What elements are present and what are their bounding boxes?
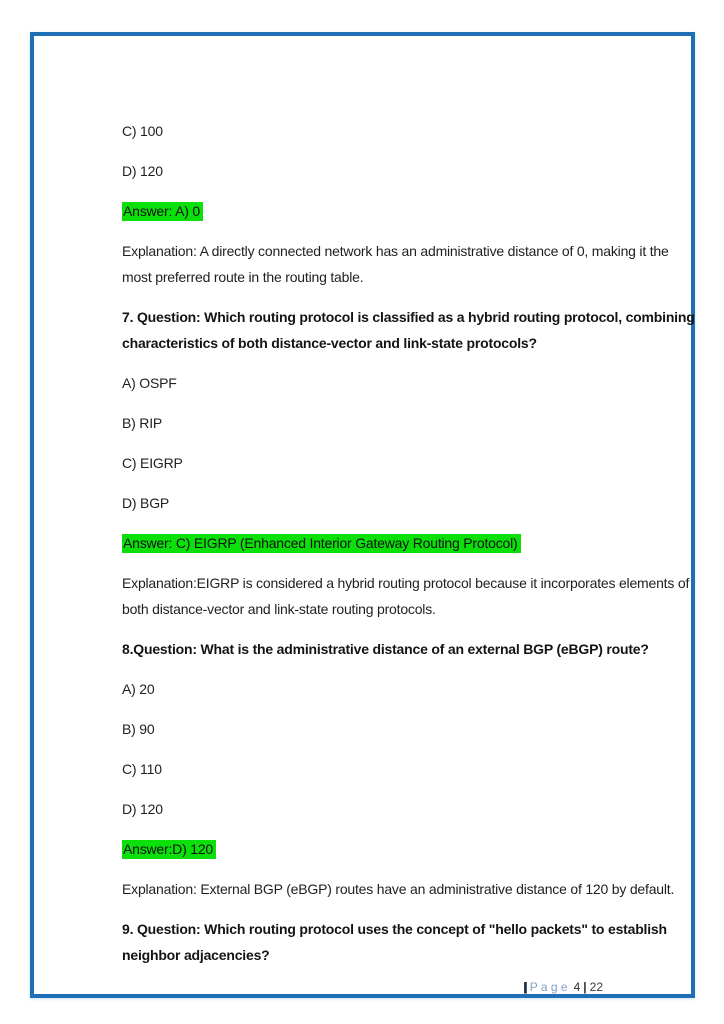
explanation-text: Explanation: A directly connected network has an administrative distance of 0, making it the most preferred route in the routing table.: [122, 243, 669, 285]
document-content: [122, 118, 697, 982]
option-text: A) OSPF: [122, 375, 177, 391]
option-text: B) RIP: [122, 415, 163, 431]
answer-highlight: Answer: C) EIGRP (Enhanced Interior Gateway Routing Protocol): [122, 534, 521, 553]
option-text: D) 120: [122, 163, 163, 179]
option-text: D) 120: [122, 801, 163, 817]
answer-line: [122, 198, 697, 224]
footer-page-word: P a g e: [529, 980, 568, 994]
explanation-text: Explanation: External BGP (eBGP) routes have an administrative distance of 120 by default.: [122, 881, 675, 897]
option-text: D) BGP: [122, 495, 170, 511]
answer-line: [122, 530, 697, 556]
answer-highlight: Answer: A) 0: [122, 202, 203, 221]
answer-highlight: Answer:D) 120: [122, 840, 216, 859]
option-text: C) EIGRP: [122, 455, 183, 471]
option-text: B) 90: [122, 721, 155, 737]
footer-total-pages: 22: [589, 980, 603, 994]
page-border-frame: [30, 32, 695, 998]
page-footer: [523, 980, 603, 994]
option-text: A) 20: [122, 681, 155, 697]
question-text: 7. Question: Which routing protocol is classified as a hybrid routing protocol, combining characteristics of both distance-vector and link-state protocols?: [122, 309, 695, 351]
footer-page-number: 4: [573, 980, 581, 994]
option-text: C) 110: [122, 761, 162, 777]
footer-bars-icon: ||: [523, 980, 526, 994]
question-text: 8.Question: What is the administrative distance of an external BGP (eBGP) route?: [122, 641, 649, 657]
question-text: 9. Question: Which routing protocol uses the concept of "hello packets" to establish neighbor adjacencies?: [122, 921, 667, 963]
answer-line: [122, 836, 697, 862]
footer-separator: |: [583, 980, 587, 994]
option-text: C) 100: [122, 123, 163, 139]
explanation-text: Explanation:EIGRP is considered a hybrid routing protocol because it incorporates elements of both distance-vector and link-state routing protocols.: [122, 575, 690, 617]
